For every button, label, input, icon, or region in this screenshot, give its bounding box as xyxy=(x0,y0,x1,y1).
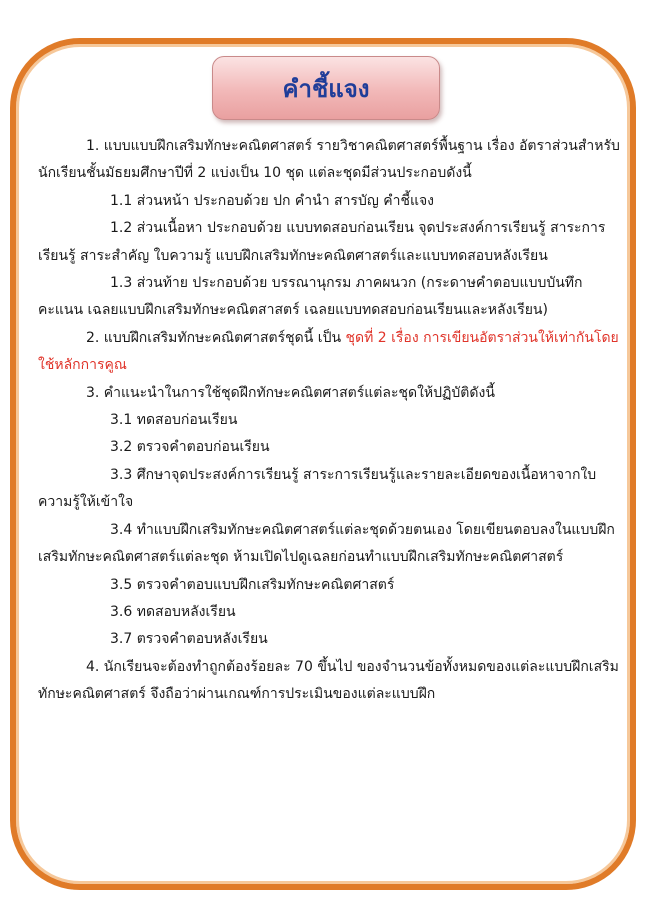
item-1-1: 1.1 ส่วนหน้า ประกอบด้วย ปก คำนำ สารบัญ คำชี้แจง xyxy=(110,192,435,209)
item-2 xyxy=(38,325,620,380)
item-1-3: 1.3 ส่วนท้าย ประกอบด้วย บรรณานุกรม ภาคผนวก (กระดาษคำตอบแบบบันทึกคะแนน เฉลยแบบฝึกเสริมทักษะคณิตสาสตร์ เฉลยแบบทดสอบก่อนเรียนและหลังเรียน) xyxy=(38,275,583,319)
item-2-highlight: ชุดที่ 2 เรื่อง การเขียนอัตราส่วนให้เท่ากันโดยใช้หลักการคูณ xyxy=(38,329,619,374)
item-3-1: 3.1 ทดสอบก่อนเรียน xyxy=(110,412,238,429)
item-1: 1. แบบแบบฝึกเสริมทักษะคณิตศาสตร์ รายวิชาคณิตศาสตร์พื้นฐาน เรื่อง อัตราส่วนสำหรับนักเรียนชั้นมัธยมศึกษาปีที่ 2 แบ่งเป็น 10 ชุด แต่ละชุดมีส่วนประกอบดังนี้ xyxy=(38,138,620,182)
instructions-body xyxy=(38,133,620,709)
page-title: คำชี้แจง xyxy=(282,74,370,103)
title-banner xyxy=(212,56,440,120)
item-3-6: 3.6 ทดสอบหลังเรียน xyxy=(110,603,236,620)
item-2-text: 2. แบบฝึกเสริมทักษะคณิตศาสตร์ชุดนี้ เป็น xyxy=(86,329,346,346)
item-3-2: 3.2 ตรวจคำตอบก่อนเรียน xyxy=(110,439,270,456)
item-3: 3. คำแนะนำในการใช้ชุดฝึกทักษะคณิตศาสตร์แต่ละชุดให้ปฏิบัติดังนี้ xyxy=(86,384,495,401)
item-3-5: 3.5 ตรวจคำตอบแบบฝึกเสริมทักษะคณิตศาสตร์ xyxy=(110,576,395,593)
item-1-2: 1.2 ส่วนเนื้อหา ประกอบด้วย แบบทดสอบก่อนเรียน จุดประสงค์การเรียนรู้ สาระการเรียนรู้ สาระสำคัญ ใบความรู้ แบบฝึกเสริมทักษะคณิตศาสตร์และแบบทดสอบหลังเรียน xyxy=(38,220,606,264)
item-3-3: 3.3 ศึกษาจุดประสงค์การเรียนรู้ สาระการเรียนรู้และรายละเอียดของเนื้อหาจากใบความรู้ให้เข้าใจ xyxy=(38,466,597,511)
item-3-7: 3.7 ตรวจคำตอบหลังเรียน xyxy=(110,631,268,648)
item-4: 4. นักเรียนจะต้องทำถูกต้องร้อยละ 70 ขึ้นไป ของจำนวนข้อทั้งหมดของแต่ละแบบฝึกเสริมทักษะคณิตศาสตร์ จึงถือว่าผ่านเกณฑ์การประเมินของแต่ละแบบฝึก xyxy=(38,658,619,703)
item-3-4: 3.4 ทำแบบฝึกเสริมทักษะคณิตศาสตร์แต่ละชุดด้วยตนเอง โดยเขียนตอบลงในแบบฝึกเสริมทักษะคณิตศาสตร์แต่ละชุด ห้ามเปิดไปดูเฉลยก่อนทำแบบฝึกเสริมทักษะคณิตศาสตร์ xyxy=(38,521,615,566)
